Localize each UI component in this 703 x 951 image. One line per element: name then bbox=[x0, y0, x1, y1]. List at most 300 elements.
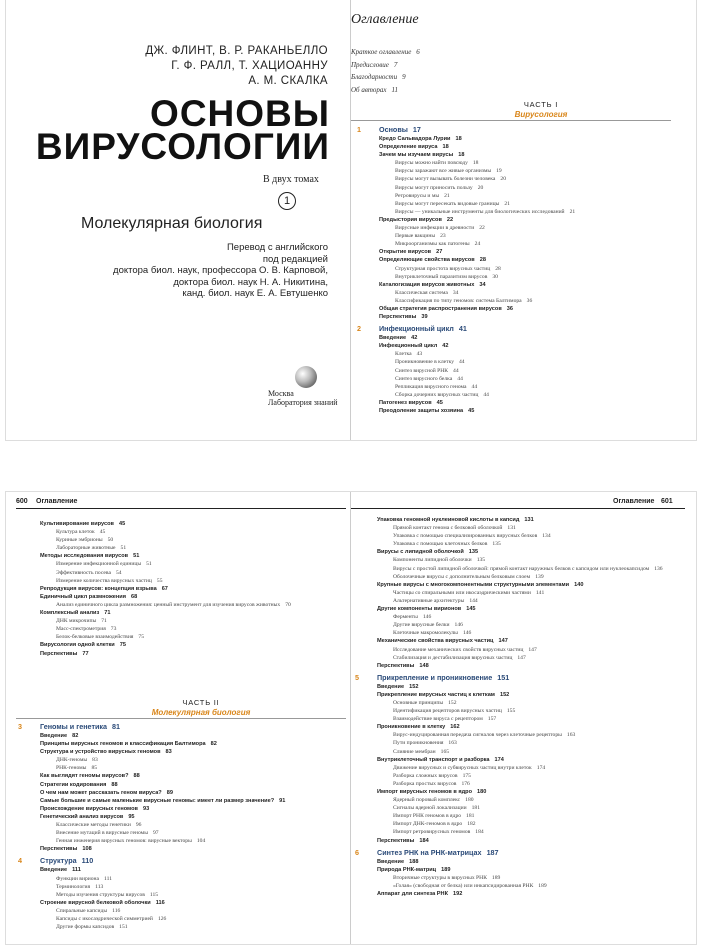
front-matter-list bbox=[351, 46, 420, 96]
toc-subsection[interactable] bbox=[379, 200, 679, 208]
front-matter-item[interactable] bbox=[351, 59, 420, 72]
toc-entry-title: Преодоление защиты хозяина bbox=[379, 408, 464, 414]
toc-entry-page: 93 bbox=[142, 805, 150, 812]
toc-entry-page: 51 bbox=[146, 561, 152, 568]
toc-subsection[interactable] bbox=[379, 184, 679, 192]
toc-section[interactable] bbox=[379, 248, 679, 256]
toc-entry-page: 104 bbox=[196, 838, 206, 845]
front-matter-label: Краткое оглавление bbox=[351, 48, 412, 56]
toc-entry-page: 18 bbox=[458, 152, 465, 159]
toc-entry-page: 81 bbox=[111, 722, 120, 731]
toc-subsection[interactable] bbox=[40, 601, 340, 609]
toc-chapter[interactable] bbox=[357, 324, 679, 334]
toc-subsection[interactable] bbox=[379, 297, 679, 305]
toc-page-601 bbox=[351, 492, 696, 944]
toc-entry-title: Вирусные инфекции в древности bbox=[395, 225, 475, 232]
toc-entry-page: 192 bbox=[453, 891, 463, 898]
front-matter-page: 7 bbox=[393, 60, 398, 69]
toc-entry-page: 88 bbox=[133, 773, 140, 780]
toc-entry-title: Общая стратегия распространения вирусов bbox=[379, 305, 502, 312]
toc-entry-page: 145 bbox=[466, 606, 476, 613]
toc-subsection[interactable] bbox=[379, 167, 679, 175]
toc-section[interactable] bbox=[377, 548, 682, 556]
toc-section[interactable] bbox=[40, 899, 340, 907]
toc-entry-title: Внесение мутаций в вирусные геномы bbox=[56, 830, 148, 837]
toc-entry-title: Введение bbox=[40, 867, 68, 874]
toc-subsection[interactable] bbox=[377, 731, 682, 739]
toc-entry-title: Структурная простота вирусных частиц bbox=[395, 265, 491, 272]
toc-entry-page: 110 bbox=[81, 856, 94, 866]
toc-subsection[interactable] bbox=[40, 544, 340, 552]
toc-entry-page: 136 bbox=[654, 565, 663, 572]
toc-list bbox=[357, 122, 679, 415]
toc-entry-page: 174 bbox=[494, 756, 504, 763]
toc-subsection[interactable] bbox=[379, 273, 679, 281]
toc-subsection[interactable] bbox=[379, 289, 679, 297]
toc-entry-title: ДНК микрочипы bbox=[56, 618, 97, 625]
toc-subsection[interactable] bbox=[377, 556, 682, 564]
toc-entry-title: Методы исследования вирусов bbox=[40, 553, 129, 560]
toc-entry-page: 43 bbox=[416, 351, 423, 358]
toc-section[interactable] bbox=[40, 781, 340, 789]
toc-section[interactable] bbox=[40, 593, 340, 601]
toc-subsection[interactable] bbox=[379, 208, 679, 216]
toc-entry-title: Разборка простых вирусов bbox=[393, 780, 457, 787]
toc-entry-title: Масс-спектрометрия bbox=[56, 626, 106, 633]
toc-entry-page: 152 bbox=[499, 691, 510, 698]
toc-section[interactable] bbox=[40, 520, 340, 528]
toc-section[interactable] bbox=[40, 585, 340, 593]
toc-entry-page: 180 bbox=[477, 789, 487, 795]
toc-entry-page: 135 bbox=[492, 541, 501, 548]
front-matter-page: 6 bbox=[416, 48, 420, 56]
toc-entry-page: 36 bbox=[506, 305, 514, 312]
toc-entry-title: Вирусы могут пересекать видовые границы bbox=[395, 200, 500, 207]
toc-entry-title: Структура и устройство вирусных геномов bbox=[40, 749, 161, 756]
toc-subsection[interactable] bbox=[40, 569, 340, 577]
toc-entry-page: 22 bbox=[479, 225, 485, 232]
toc-subsection[interactable] bbox=[379, 391, 679, 399]
toc-entry-page: 82 bbox=[72, 733, 79, 739]
toc-entry-title: Культивирование вирусов bbox=[40, 521, 114, 527]
toc-subsection[interactable] bbox=[377, 739, 682, 747]
toc-entry-page: 126 bbox=[157, 915, 167, 922]
toc-entry-page: 165 bbox=[440, 748, 450, 755]
toc-subsection[interactable] bbox=[377, 812, 682, 820]
toc-section[interactable] bbox=[379, 407, 679, 415]
toc-entry-title: О чем нам может рассказать геном вируса? bbox=[40, 789, 162, 796]
toc-subsection[interactable] bbox=[40, 837, 340, 845]
toc-entry-title: Классификация по типу геномов: система Балтимора bbox=[395, 297, 522, 304]
toc-entry-page: 162 bbox=[450, 724, 460, 731]
toc-entry-title: Пути проникновения bbox=[393, 740, 444, 747]
toc-subsection[interactable] bbox=[377, 764, 682, 772]
toc-entry-page: 21 bbox=[504, 200, 510, 207]
toc-entry-page: 176 bbox=[461, 780, 470, 787]
toc-subsection[interactable] bbox=[377, 707, 682, 715]
toc-entry-page: 44 bbox=[483, 391, 489, 398]
toc-entry-title: Внутриклеточный паразитизм вирусов bbox=[395, 273, 488, 280]
toc-subsection[interactable] bbox=[40, 560, 340, 568]
toc-entry-page: 135 bbox=[468, 549, 479, 556]
toc-section[interactable] bbox=[377, 683, 682, 691]
toc-entry-title: Каталогизация вирусов животных bbox=[379, 281, 475, 288]
chapter-number: 4 bbox=[18, 856, 22, 866]
toc-entry-title: Клеточные макромолекулы bbox=[393, 630, 458, 637]
toc-entry-page: 67 bbox=[161, 585, 168, 592]
toc-entry-page: 18 bbox=[472, 160, 479, 167]
toc-subsection[interactable] bbox=[377, 573, 682, 581]
toc-subsection[interactable] bbox=[377, 780, 682, 788]
toc-section[interactable] bbox=[379, 281, 679, 289]
toc-subsection[interactable] bbox=[377, 699, 682, 707]
toc-entry-page: 27 bbox=[436, 249, 443, 256]
toc-section[interactable] bbox=[379, 334, 679, 342]
toc-subsection[interactable] bbox=[377, 621, 682, 629]
front-matter-page: 11 bbox=[391, 85, 399, 94]
toc-entry-page: 146 bbox=[462, 630, 472, 637]
toc-entry-page: 54 bbox=[115, 569, 122, 576]
toc-entry-page: 182 bbox=[467, 821, 476, 828]
toc-entry-title: Импорт вирусных геномов в ядро bbox=[377, 789, 472, 795]
publisher-name: Лаборатория знаний bbox=[268, 398, 338, 407]
toc-entry-page: 116 bbox=[112, 907, 121, 914]
toc-entry-page: 148 bbox=[419, 662, 429, 669]
toc-entry-page: 163 bbox=[448, 740, 457, 747]
toc-chapter[interactable] bbox=[18, 856, 340, 866]
toc-entry-title: Методы изучения структуры вирусов bbox=[56, 891, 145, 898]
toc-subsection[interactable] bbox=[377, 565, 682, 573]
toc-section[interactable] bbox=[40, 740, 340, 748]
toc-entry-title: Предыстория вирусов bbox=[379, 216, 442, 223]
toc-subsection[interactable] bbox=[40, 528, 340, 536]
toc-entry-title: Перспективы bbox=[40, 846, 78, 853]
toc-list bbox=[18, 719, 340, 931]
toc-section[interactable] bbox=[377, 858, 682, 866]
toc-entry-title: Идентификация рецепторов вирусных частиц bbox=[393, 708, 502, 715]
toc-entry-title: Вирусы могут приносить пользу bbox=[395, 184, 473, 191]
toc-entry-page: 151 bbox=[119, 924, 128, 931]
toc-entry-page: 28 bbox=[495, 265, 501, 272]
toc-subsection[interactable] bbox=[377, 820, 682, 828]
toc-entry-page: 23 bbox=[440, 233, 446, 240]
toc-section[interactable] bbox=[377, 723, 682, 731]
toc-entry-page: 44 bbox=[453, 367, 459, 374]
toc-entry-title: Репликация вирусного генома bbox=[395, 383, 467, 390]
toc-subsection[interactable] bbox=[377, 646, 682, 654]
toc-section[interactable] bbox=[40, 609, 340, 617]
toc-entry-page: 187 bbox=[486, 847, 499, 857]
toc-subsection[interactable] bbox=[377, 524, 682, 532]
toc-subsection[interactable] bbox=[379, 175, 679, 183]
toc-section[interactable] bbox=[379, 143, 679, 151]
toc-section[interactable] bbox=[377, 605, 682, 613]
toc-subsection[interactable] bbox=[379, 265, 679, 273]
title-line: ОСНОВЫ bbox=[150, 93, 330, 134]
toc-section[interactable] bbox=[379, 256, 679, 264]
toc-entry-title: Ретровирусы и мы bbox=[395, 192, 440, 199]
toc-entry-title: Перспективы bbox=[40, 650, 78, 657]
toc-section[interactable] bbox=[379, 135, 679, 143]
publisher-logo-icon bbox=[295, 366, 317, 388]
chapter-number: 1 bbox=[357, 125, 361, 134]
toc-entry-title: Проникновение в клетку bbox=[395, 359, 454, 366]
toc-entry-page: 147 bbox=[517, 654, 526, 661]
toc-entry-title: Введение bbox=[379, 335, 407, 342]
toc-entry-page: 146 bbox=[454, 622, 463, 629]
toc-entry-page: 30 bbox=[492, 273, 498, 280]
toc-entry-page: 73 bbox=[110, 626, 117, 633]
toc-entry-title: Проникновение в клетку bbox=[377, 724, 446, 731]
toc-entry-title: Спиральные капсиды bbox=[56, 907, 108, 914]
toc-entry-page: 45 bbox=[468, 408, 475, 414]
toc-chapter[interactable] bbox=[355, 672, 682, 683]
toc-subsection[interactable] bbox=[379, 358, 679, 366]
toc-entry-title: Белок-белковые взаимодействия bbox=[56, 634, 134, 641]
toc-entry-title: Кредо Сальвадора Лурии bbox=[379, 136, 451, 142]
toc-entry-page: 146 bbox=[422, 614, 432, 621]
toc-entry-page: 41 bbox=[458, 324, 467, 334]
toc-entry-page: 20 bbox=[477, 184, 484, 191]
toc-subsection[interactable] bbox=[40, 617, 340, 625]
toc-section[interactable] bbox=[40, 805, 340, 813]
toc-subsection[interactable] bbox=[40, 907, 340, 915]
toc-entry-page: 181 bbox=[471, 805, 480, 812]
toc-subsection[interactable] bbox=[379, 350, 679, 358]
front-matter-item[interactable] bbox=[351, 46, 420, 59]
toc-section[interactable] bbox=[379, 399, 679, 407]
toc-entry-title: Генная инженерия вирусных геномов: вирусные векторы bbox=[56, 838, 192, 845]
part-name: Молекулярная биология bbox=[151, 708, 251, 717]
toc-subsection[interactable] bbox=[40, 821, 340, 829]
credit-line: Перевод с английского bbox=[226, 242, 328, 253]
toc-entry-title: Геномы и генетика bbox=[40, 722, 107, 731]
toc-entry-title: Упаковка геномной нуклеиновой кислоты в капсид bbox=[377, 517, 520, 523]
toc-entry-title: Открытие вирусов bbox=[379, 249, 432, 256]
front-matter-item[interactable] bbox=[351, 71, 420, 84]
toc-section[interactable] bbox=[377, 837, 682, 845]
toc-section[interactable] bbox=[379, 342, 679, 350]
toc-section[interactable] bbox=[40, 748, 340, 756]
toc-subsection[interactable] bbox=[377, 540, 682, 548]
toc-entry-title: Импорт ретровирусных геномов bbox=[393, 829, 471, 836]
book-subtitle: Молекулярная биология bbox=[81, 215, 263, 232]
toc-entry-title: Синтез вирусной РНК bbox=[395, 367, 449, 374]
toc-entry-page: 184 bbox=[475, 829, 484, 836]
toc-section[interactable] bbox=[40, 552, 340, 560]
toc-subsection[interactable] bbox=[379, 224, 679, 232]
toc-subsection[interactable] bbox=[40, 536, 340, 544]
toc-entry-title: Вирусы — уникальные инструменты для биологических исследований bbox=[395, 208, 565, 215]
toc-subsection[interactable] bbox=[40, 891, 340, 899]
toc-subsection[interactable] bbox=[377, 654, 682, 662]
volumes-note: В двух томах bbox=[263, 174, 319, 185]
toc-entry-page: 45 bbox=[436, 399, 443, 406]
toc-section[interactable] bbox=[379, 313, 679, 321]
toc-section[interactable] bbox=[377, 756, 682, 764]
toc-subsection[interactable] bbox=[379, 192, 679, 200]
toc-section[interactable] bbox=[40, 650, 340, 658]
toc-entry-title: Сборка дочерних вирусных частиц bbox=[395, 391, 479, 398]
toc-entry-title: Синтез вирусного белка bbox=[395, 375, 453, 382]
toc-entry-page: 180 bbox=[465, 797, 474, 804]
toc-entry-page: 83 bbox=[92, 757, 98, 764]
toc-entry-page: 22 bbox=[446, 216, 454, 223]
toc-section[interactable] bbox=[40, 641, 340, 649]
toc-entry-title: Капсиды с икосаэдрической симметрией bbox=[56, 915, 153, 922]
toc-entry-title: Куриные эмбрионы bbox=[56, 537, 103, 544]
toc-entry-title: Стабилизация и дестабилизация вирусных частиц bbox=[393, 654, 513, 661]
toc-entry-page: 36 bbox=[526, 297, 533, 304]
toc-section[interactable] bbox=[377, 516, 682, 524]
toc-subsection[interactable] bbox=[40, 756, 340, 764]
toc-subsection[interactable] bbox=[40, 923, 340, 931]
toc-entry-page: 188 bbox=[409, 858, 419, 865]
toc-entry-title: Аппарат для синтеза РНК bbox=[377, 891, 448, 898]
toc-subsection[interactable] bbox=[379, 383, 679, 391]
toc-subsection[interactable] bbox=[377, 613, 682, 621]
toc-section[interactable] bbox=[377, 662, 682, 670]
toc-section[interactable] bbox=[377, 890, 682, 898]
front-matter-label: Предисловие bbox=[351, 60, 389, 69]
toc-entry-page: 19 bbox=[496, 168, 502, 175]
front-matter-label: Благодарности bbox=[351, 73, 398, 81]
toc-entry-title: Разборка сложных вирусов bbox=[393, 772, 458, 779]
toc-entry-title: Вирусы с липидной оболочкой bbox=[377, 549, 464, 556]
toc-subsection[interactable] bbox=[40, 915, 340, 923]
toc-entry-title: Происхождение вирусных геномов bbox=[40, 805, 138, 812]
toc-section[interactable] bbox=[40, 845, 340, 853]
toc-entry-title: Вирусология одной клетки bbox=[40, 642, 115, 649]
toc-entry-title: Частицы со спиральными или икосаэдрическими частями bbox=[393, 589, 531, 596]
toc-subsection[interactable] bbox=[377, 748, 682, 756]
toc-entry-title: Лабораторные животные bbox=[56, 545, 116, 552]
toc-entry-page: 175 bbox=[462, 772, 471, 779]
toc-section[interactable] bbox=[377, 637, 682, 645]
toc-entry-page: 157 bbox=[487, 716, 497, 723]
toc-section[interactable] bbox=[377, 691, 682, 699]
toc-entry-title: Эффективность посева bbox=[56, 569, 111, 576]
toc-subsection[interactable] bbox=[379, 240, 679, 248]
toc-entry-title: Ядерный поровый комплекс bbox=[393, 797, 461, 804]
toc-entry-title: Взаимодействие вируса с рецептором bbox=[393, 716, 483, 723]
toc-entry-title: Внутриклеточный транспорт и разборка bbox=[377, 756, 490, 763]
toc-section[interactable] bbox=[40, 813, 340, 821]
toc-entry-page: 95 bbox=[128, 813, 135, 820]
toc-entry-title: Введение bbox=[40, 733, 68, 739]
page-number: 601 bbox=[661, 498, 673, 505]
running-head: Оглавление bbox=[613, 498, 655, 505]
toc-entry-page: 71 bbox=[104, 610, 111, 617]
toc-section[interactable] bbox=[40, 866, 340, 874]
toc-section[interactable] bbox=[377, 788, 682, 796]
toc-subsection[interactable] bbox=[40, 633, 340, 641]
toc-subsection[interactable] bbox=[379, 232, 679, 240]
toc-entry-title: Введение bbox=[377, 683, 405, 690]
toc-section[interactable] bbox=[379, 151, 679, 159]
toc-entry-title: Перспективы bbox=[377, 662, 415, 669]
toc-subsection[interactable] bbox=[377, 772, 682, 780]
toc-entry-title: Вирусы можно найти повсюду bbox=[395, 160, 468, 167]
toc-subsection[interactable] bbox=[377, 532, 682, 540]
toc-section[interactable] bbox=[40, 789, 340, 797]
toc-chapter[interactable] bbox=[18, 722, 340, 732]
toc-subsection[interactable] bbox=[377, 796, 682, 804]
toc-subsection[interactable] bbox=[377, 589, 682, 597]
toc-subsection[interactable] bbox=[40, 577, 340, 585]
toc-subsection[interactable] bbox=[377, 715, 682, 723]
toc-list bbox=[40, 520, 340, 658]
toc-entry-page: 51 bbox=[120, 545, 127, 552]
toc-entry-title: Оболочечные вирусы с дополнительным белковым слоем bbox=[393, 573, 531, 580]
toc-chapter[interactable] bbox=[355, 847, 682, 858]
toc-entry-page: 82 bbox=[210, 741, 217, 748]
toc-chapter[interactable] bbox=[357, 125, 679, 135]
toc-entry-page: 71 bbox=[101, 618, 107, 625]
toc-entry-page: 115 bbox=[149, 891, 159, 898]
toc-subsection[interactable] bbox=[377, 597, 682, 605]
toc-entry-page: 181 bbox=[466, 813, 475, 820]
toc-section[interactable] bbox=[40, 732, 340, 740]
toc-entry-page: 97 bbox=[152, 830, 159, 837]
toc-section[interactable] bbox=[40, 797, 340, 805]
toc-subsection[interactable] bbox=[40, 764, 340, 772]
toc-entry-page: 75 bbox=[119, 642, 126, 649]
toc-subsection[interactable] bbox=[40, 875, 340, 883]
toc-entry-page: 89 bbox=[166, 789, 173, 796]
toc-list bbox=[355, 516, 682, 898]
toc-subsection[interactable] bbox=[377, 629, 682, 637]
toc-subsection[interactable] bbox=[40, 625, 340, 633]
toc-entry-page: 131 bbox=[524, 517, 534, 523]
toc-section[interactable] bbox=[379, 216, 679, 224]
toc-section[interactable] bbox=[377, 866, 682, 874]
divider bbox=[16, 508, 346, 509]
page-number: 600 bbox=[16, 498, 28, 505]
toc-subsection[interactable] bbox=[379, 367, 679, 375]
publisher bbox=[268, 389, 338, 407]
toc-entry-page: 39 bbox=[421, 314, 428, 321]
toc-subsection[interactable] bbox=[377, 874, 682, 882]
toc-subsection[interactable] bbox=[377, 882, 682, 890]
toc-subsection[interactable] bbox=[40, 883, 340, 891]
toc-subsection[interactable] bbox=[379, 159, 679, 167]
chapter-number: 5 bbox=[355, 672, 359, 682]
toc-section[interactable] bbox=[40, 772, 340, 780]
spread-toc bbox=[6, 492, 696, 944]
toc-subsection[interactable] bbox=[377, 828, 682, 836]
toc-section[interactable] bbox=[377, 581, 682, 589]
toc-entry-title: Альтернативные архитектуры bbox=[393, 597, 465, 604]
author-line: ДЖ. ФЛИНТ, В. Р. РАКАНЬЕЛЛО bbox=[145, 45, 328, 57]
toc-entry-page: 152 bbox=[409, 683, 419, 690]
toc-entry-title: Упаковка с помощью клеточных белков bbox=[393, 541, 488, 548]
toc-entry-title: Упаковка с помощью специализированных вирусных белков bbox=[393, 533, 538, 540]
toc-subsection[interactable] bbox=[379, 375, 679, 383]
toc-entry-title: Измерение инфекционной единицы bbox=[56, 561, 142, 568]
chapter-number: 2 bbox=[357, 324, 361, 334]
toc-entry-page: 18 bbox=[455, 136, 462, 142]
toc-entry-page: 189 bbox=[538, 882, 547, 889]
toc-entry-title: Прикрепление и проникновение bbox=[377, 672, 493, 682]
front-matter-item[interactable] bbox=[351, 84, 420, 97]
toc-entry-title: Компоненты липидной оболочки bbox=[393, 557, 472, 564]
toc-entry-page: 55 bbox=[156, 577, 163, 584]
toc-subsection[interactable] bbox=[377, 804, 682, 812]
toc-subsection[interactable] bbox=[40, 829, 340, 837]
toc-section[interactable] bbox=[379, 305, 679, 313]
toc-entry-title: Анализ единичного цикла размножения: ценный инструмент для изучения вирусов животных bbox=[56, 601, 281, 608]
